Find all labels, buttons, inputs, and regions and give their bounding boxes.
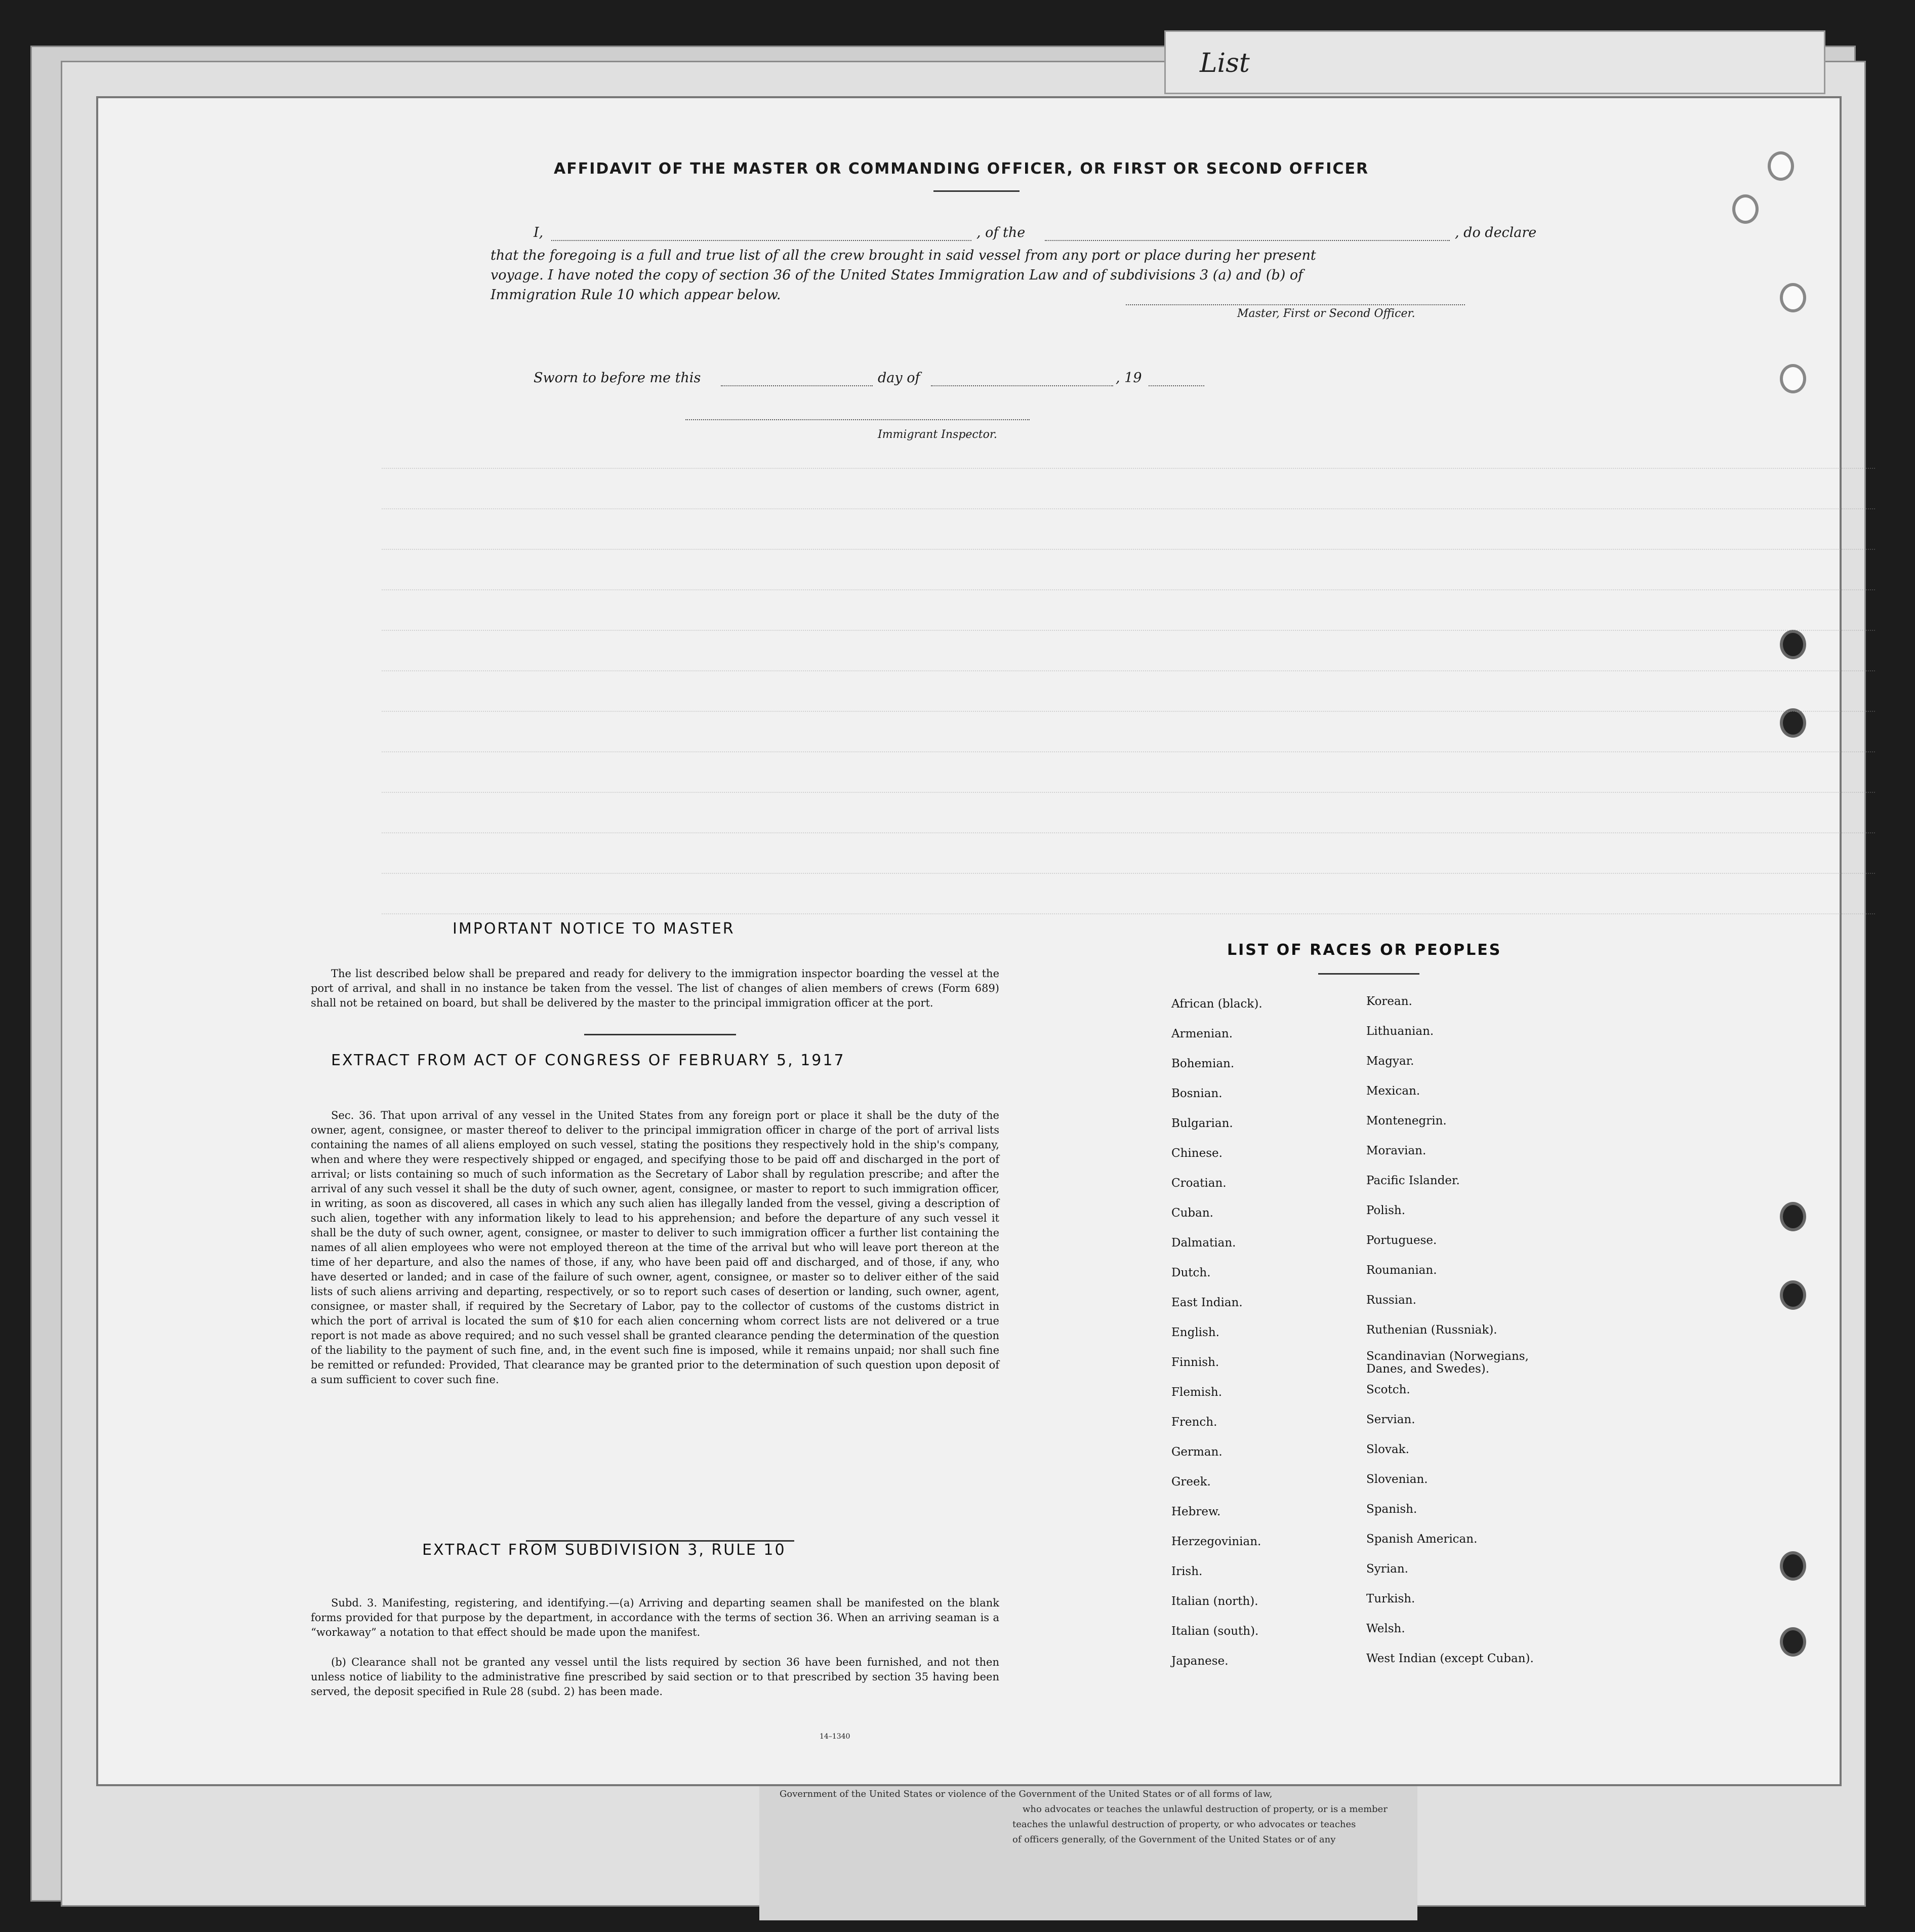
bleed-through-row — [382, 817, 1875, 833]
race-item: Dalmatian. — [1171, 1236, 1236, 1250]
form-code: 14–1340 — [820, 1733, 850, 1741]
bleed-through-row — [382, 655, 1875, 671]
race-item: Flemish. — [1171, 1386, 1223, 1399]
underlying-text-strip — [759, 1782, 1417, 1920]
affidavit-line2: that the foregoing is a full and true list of all the crew brought in said vessel from any port or place during her present — [491, 248, 1316, 263]
notice-body: The list described below shall be prepared and ready for delivery to the immigration inspector boarding the vessel at the port of arrival, and shall in no instance be taken from the vessel. The list of changes of alien members of crews (Form 689) shall not be retained on board, but shall be delivered by the master to the principal immigration officer at the port. — [311, 968, 999, 1009]
rule-para-a: Subd. 3. Manifesting, registering, and identifying.—(a) Arriving and departing seamen shall be manifested on the blank forms provided for that purpose by the department, in accordance with the terms of section 36. When an arriving seaman is a “workaway” a notation to that effect should be made upon the manifest. — [311, 1597, 999, 1638]
race-item: Montenegrin. — [1366, 1114, 1447, 1128]
punch-hole — [1732, 194, 1759, 224]
race-item: Moravian. — [1366, 1144, 1427, 1157]
sworn-day-label: day of — [878, 370, 920, 386]
race-item: West Indian (except Cuban). — [1366, 1652, 1534, 1665]
race-item: Servian. — [1366, 1413, 1415, 1426]
race-item: Chinese. — [1171, 1147, 1223, 1160]
affidavit-do-declare: , do declare — [1455, 225, 1537, 240]
races-right-column — [1366, 987, 1559, 1674]
race-item: Spanish American. — [1366, 1533, 1478, 1546]
rule-para-b: (b) Clearance shall not be granted any vessel until the lists required by section 36 have been furnished, and not then unless notice of liability to the administrative fine prescribed by said section or to that prescribed by section 35 having been served, the deposit specified in Rule 28 (subd. 2) has been made. — [311, 1656, 999, 1698]
punch-hole — [1768, 151, 1794, 181]
race-item: East Indian. — [1171, 1296, 1243, 1309]
signature-label: Master, First or Second Officer. — [1237, 307, 1415, 320]
races-left-column — [1171, 989, 1262, 1676]
folder-tab-label: List — [1200, 48, 1250, 78]
bleed-through-row — [382, 858, 1875, 874]
race-item: Mexican. — [1366, 1084, 1420, 1098]
punch-hole — [1780, 708, 1806, 738]
race-item: Bohemian. — [1171, 1057, 1235, 1070]
declarant-name-field[interactable] — [551, 239, 971, 241]
affidavit-of-the: , of the — [976, 225, 1026, 240]
bleed-through-row — [382, 696, 1875, 712]
race-item: Hebrew. — [1171, 1505, 1221, 1518]
inspector-signature-field[interactable] — [685, 418, 1030, 420]
race-item: Herzegovinian. — [1171, 1535, 1261, 1548]
race-item: Scandinavian (Norwegians, Danes, and Swedes). — [1366, 1350, 1529, 1376]
race-item: Spanish. — [1366, 1503, 1417, 1516]
sworn-month-field[interactable] — [931, 384, 1113, 386]
strip-line: Government of the United States or violence of the Government of the United States or of all forms of law, — [780, 1789, 1273, 1799]
strip-line: who advocates or teaches the unlawful destruction of property, or is a member — [1023, 1804, 1388, 1815]
race-item: Magyar. — [1366, 1055, 1414, 1068]
race-item: Syrian. — [1366, 1562, 1408, 1576]
inspector-label: Immigrant Inspector. — [878, 428, 997, 441]
strip-line: of officers generally, of the Government of the United States or of any — [1012, 1834, 1336, 1845]
race-item: Russian. — [1366, 1294, 1416, 1307]
notice-title: IMPORTANT NOTICE TO MASTER — [453, 920, 735, 938]
race-item: Korean. — [1366, 995, 1412, 1008]
punch-hole — [1780, 1280, 1806, 1310]
race-item: English. — [1171, 1326, 1219, 1339]
sworn-label: Sworn to before me this — [534, 370, 701, 386]
race-item: Slovak. — [1366, 1443, 1409, 1456]
race-item: Slovenian. — [1366, 1473, 1428, 1486]
title-rule — [933, 190, 1020, 192]
race-item: Croatian. — [1171, 1177, 1227, 1190]
affidavit-page — [96, 96, 1842, 1786]
race-item: Cuban. — [1171, 1206, 1213, 1220]
punch-hole — [1780, 1551, 1806, 1581]
race-item: Ruthenian (Russniak). — [1366, 1323, 1497, 1337]
race-item: Bosnian. — [1171, 1087, 1223, 1100]
races-title: LIST OF RACES OR PEOPLES — [1227, 941, 1502, 959]
punch-hole — [1780, 1627, 1806, 1657]
affidavit-line3: voyage. I have noted the copy of section 36 of the United States Immigration Law and of subdivisions 3 (a) and (b) of — [491, 267, 1303, 283]
race-item: Roumanian. — [1366, 1264, 1437, 1277]
bleed-through-row — [382, 534, 1875, 550]
bleed-through-row — [382, 736, 1875, 752]
race-item: Turkish. — [1366, 1592, 1415, 1605]
folder-tab — [1164, 30, 1825, 94]
race-item: Lithuanian. — [1366, 1025, 1434, 1038]
section-rule — [584, 1034, 736, 1035]
race-item: French. — [1171, 1416, 1217, 1429]
bleed-through-row — [382, 777, 1875, 793]
race-item: Welsh. — [1366, 1622, 1405, 1635]
race-item: Finnish. — [1171, 1356, 1219, 1369]
punch-hole — [1780, 364, 1806, 393]
affidavit-line4: Immigration Rule 10 which appear below. — [491, 287, 781, 303]
race-item: Polish. — [1366, 1204, 1406, 1217]
bleed-through-row — [382, 574, 1875, 590]
race-item: Portuguese. — [1366, 1234, 1437, 1247]
rule-title: EXTRACT FROM SUBDIVISION 3, RULE 10 — [422, 1541, 786, 1559]
bleed-through-row — [382, 493, 1875, 509]
race-item: German. — [1171, 1445, 1223, 1459]
officer-signature-field[interactable] — [1126, 303, 1465, 305]
race-item: Dutch. — [1171, 1266, 1211, 1279]
vessel-name-field[interactable] — [1045, 239, 1450, 241]
race-item: African (black). — [1171, 997, 1262, 1011]
act-body: Sec. 36. That upon arrival of any vessel in the United States from any foreign port or place it shall be the duty of the owner, agent, consignee, or master thereof to deliver to the principal immigration officer in charge of the port of arrival lists containing the names of all aliens employed on such vessel, stating the positions they respectively hold in the ship's company, when and where they were respectively shipped or engaged, and specifying those to be paid off and discharged in the port of arrival; or lists containing so much of such information as the Secretary of Labor shall by regulation prescribe; and after the arrival of any such vessel it shall be the duty of such owner, agent, consignee, or master to report to such immigration officer, in writing, as soon as discovered, all cases in which any such alien has illegally landed from the vessel, giving a description of such alien, together with any information likely to lead to his apprehension; and before the departure of any such vessel it shall be the duty of such owner, agent, consignee, or master to deliver to such immigration officer a further list containing the names of all alien employees who were not employed thereon at the time of the arrival but who will leave port thereon at the time of her departure, and also the names of those, if any, who have been paid off and discharged, and of those, if any, who have deserted or landed; and in case of the failure of such owner, agent, consignee, or master so to deliver either of the said lists of such aliens arriving and departing, respectively, or so to report such cases of desertion or landing, such owner, agent, consignee, or master shall, if required by the Secretary of Labor, pay to the collector of customs of the customs district in which the port of arrival is located the sum of $10 for each alien concerning whom correct lists are not delivered or a true report is not made as above required; and no such vessel shall be granted clearance pending the determination of the question of the liability to the payment of such fine, and, in the event such fine is imposed, while it remains unpaid; nor shall such fine be remitted or refunded: Provided, That clearance may be granted prior to the determination of such question upon deposit of a sum sufficient to cover such fine. — [311, 1109, 999, 1386]
strip-line: teaches the unlawful destruction of property, or who advocates or teaches — [1012, 1819, 1356, 1830]
affidavit-title: AFFIDAVIT OF THE MASTER OR COMMANDING OFFICER, OR FIRST OR SECOND OFFICER — [554, 160, 1369, 178]
bleed-through-row — [382, 898, 1875, 914]
act-title: EXTRACT FROM ACT OF CONGRESS OF FEBRUARY 5, 1917 — [331, 1052, 845, 1069]
bleed-through-row — [382, 615, 1875, 631]
sworn-day-field[interactable] — [721, 384, 873, 386]
race-item: Armenian. — [1171, 1027, 1233, 1040]
title-rule — [1318, 973, 1419, 975]
race-item: Scotch. — [1366, 1383, 1410, 1396]
race-item: Bulgarian. — [1171, 1117, 1233, 1130]
race-item: Pacific Islander. — [1366, 1174, 1460, 1187]
sworn-year-field[interactable] — [1149, 384, 1204, 386]
race-item: Greek. — [1171, 1475, 1211, 1488]
race-item: Italian (north). — [1171, 1595, 1258, 1608]
race-item: Italian (south). — [1171, 1625, 1259, 1638]
sworn-year-label: , 19 — [1116, 370, 1142, 386]
race-item: Japanese. — [1171, 1655, 1229, 1668]
bleed-through-row — [382, 453, 1875, 469]
punch-hole — [1780, 283, 1806, 312]
race-item: Irish. — [1171, 1565, 1203, 1578]
punch-hole — [1780, 1202, 1806, 1231]
affidavit-i: I, — [534, 225, 544, 240]
